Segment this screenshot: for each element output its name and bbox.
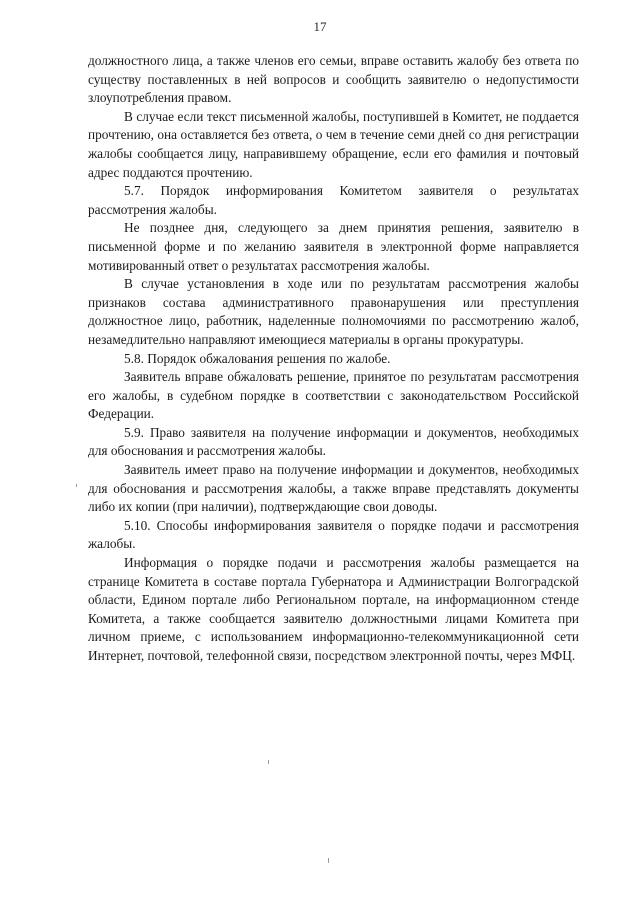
document-body bbox=[88, 52, 579, 666]
scan-artifact bbox=[76, 484, 77, 487]
section-heading-5-8: 5.8. Порядок обжалования решения по жалобе. bbox=[124, 350, 391, 366]
paragraph-violation-findings: В случае установления в ходе или по результатам рассмотрения жалобы признаков состава административного правонарушения или преступления должностное лицо, работник, наделенные полномочиями по рассмотрению жалоб, незамедлительно направляют имеющиеся материалы в органы прокуратуры. bbox=[88, 276, 579, 347]
section-heading-5-7: 5.7. Порядок информирования Комитетом заявителя о результатах рассмотрения жалобы. bbox=[88, 183, 579, 217]
page-number: 17 bbox=[313, 19, 327, 34]
scan-artifact bbox=[328, 858, 329, 863]
section-heading-5-9: 5.9. Право заявителя на получение информации и документов, необходимых для обоснования и рассмотрения жалобы. bbox=[88, 424, 579, 459]
paragraph-right-to-information: Заявитель имеет право на получение информации и документов, необходимых для обоснования и рассмотрения жалобы, а также вправе представлять документы либо их копии (при наличии), подтверждающие свои доводы. bbox=[88, 462, 579, 515]
section-heading-5-10: 5.10. Способы информирования заявителя о порядке подачи и рассмотрения жалобы. bbox=[88, 517, 579, 552]
scan-artifact bbox=[268, 760, 269, 764]
paragraph-continuation: должностного лица, а также членов его семьи, вправе оставить жалобу без ответа по существу поставленных в ней вопросов и сообщить заявителю о недопустимости злоупотребления правом. bbox=[88, 53, 579, 106]
paragraph-unreadable-complaint: В случае если текст письменной жалобы, поступившей в Комитет, не поддается прочтению, она оставляется без ответа, о чем в течение семи дней со дня регистрации жалобы сообщается лицу, направившему обращение, если его фамилия и почтовый адрес поддаются прочтению. bbox=[88, 108, 579, 180]
paragraph-court-appeal: Заявитель вправе обжаловать решение, принятое по результатам рассмотрения его жалобы, в судебном порядке в соответствии с законодательством Российской Федерации. bbox=[88, 369, 579, 422]
paragraph-response-deadline: Не позднее дня, следующего за днем принятия решения, заявителю в письменной форме и по желанию заявителя в электронной форме направляется мотивированный ответ о результатах рассмотрения жалобы. bbox=[88, 220, 579, 273]
paragraph-information-channels: Информация о порядке подачи и рассмотрения жалобы размещается на странице Комитета в составе портала Губернатора и Администрации Волгоградской области, Едином портале либо Региональном портале, на информационном стенде Комитета, а также сообщается заявителю должностными лицами Комитета при личном приеме, с использованием информационно-телекоммуникационной сети Интернет, почтовой, телефонной связи, посредством электронной почты, через МФЦ. bbox=[88, 555, 579, 663]
